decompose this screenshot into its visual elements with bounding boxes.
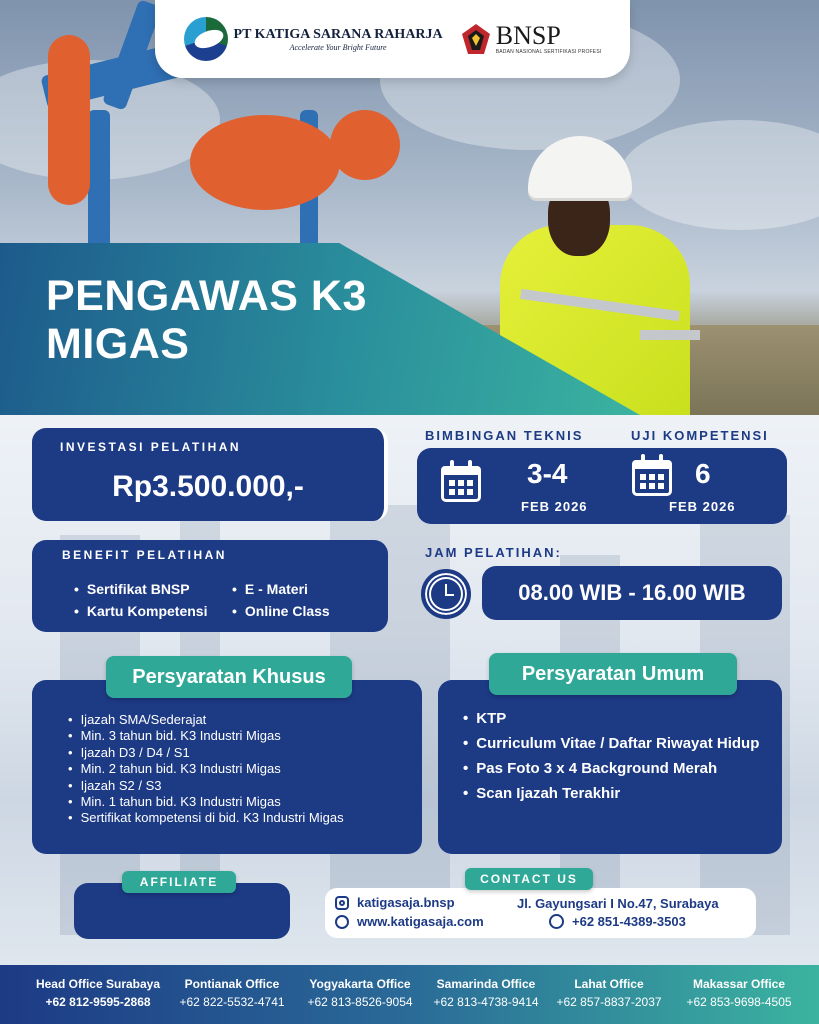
- office-phone: +62 812-9595-2868: [45, 995, 151, 1009]
- list-item: • Sertifikat kompetensi di bid. K3 Industri Migas: [68, 810, 344, 826]
- investment-card: [32, 428, 388, 521]
- office-item: [22, 975, 174, 1011]
- office-phone: +62 853-9698-4505: [686, 995, 792, 1009]
- special-requirements-list: [68, 712, 344, 827]
- special-requirements-card: [32, 680, 422, 854]
- office-item: [424, 975, 548, 1011]
- general-requirements-card: [438, 680, 782, 854]
- contact-box: [325, 888, 756, 938]
- list-item: • KTP: [463, 706, 768, 731]
- investment-label: INVESTASI PELATIHAN: [60, 440, 242, 454]
- investment-price: Rp3.500.000,-: [112, 470, 304, 503]
- title-line-2: MIGAS: [46, 320, 190, 368]
- office-name: Head Office Surabaya: [35, 977, 161, 991]
- list-item: • Ijazah D3 / D4 / S1: [68, 745, 344, 761]
- footer-offices: [0, 965, 819, 1024]
- benefit-item: • Kartu Kompetensi: [74, 600, 207, 622]
- list-item: • Curriculum Vitae / Daftar Riwayat Hidup: [463, 731, 768, 756]
- benefit-list-1: [74, 578, 207, 622]
- company-logo: [184, 17, 443, 61]
- benefit-card: [32, 540, 388, 632]
- whatsapp-icon: [549, 914, 564, 929]
- list-item: • Scan Ijazah Terakhir: [463, 781, 768, 806]
- benefit-item: • E - Materi: [232, 578, 330, 600]
- whatsapp-number: +62 851-4389-3503: [572, 914, 686, 929]
- affiliate-label: AFFILIATE: [122, 871, 236, 893]
- benefit-list-2: [232, 578, 330, 622]
- website-url: www.katigasaja.com: [357, 914, 484, 929]
- office-item: [168, 975, 296, 1011]
- hours-value: 08.00 WIB - 16.00 WIB: [482, 566, 782, 620]
- bnsp-name: BNSP: [495, 21, 561, 50]
- general-requirements-list: [463, 706, 768, 806]
- uji-label: UJI KOMPETENSI: [631, 428, 769, 443]
- calendar-icon: [632, 454, 672, 496]
- bimbingan-days: 3-4: [527, 458, 568, 489]
- office-name: Samarinda Office: [436, 977, 536, 991]
- office-name: Pontianak Office: [184, 977, 280, 991]
- bnsp-subtitle: BADAN NASIONAL SERTIFIKASI PROFESI: [495, 49, 602, 55]
- general-requirements-title: Persyaratan Umum: [489, 653, 737, 695]
- title-line-1: PENGAWAS K3: [46, 272, 367, 320]
- list-item: • Ijazah S2 / S3: [68, 778, 344, 794]
- office-name: Yogyakarta Office: [309, 977, 411, 991]
- instagram-handle: katigasaja.bnsp: [357, 895, 455, 910]
- whatsapp-link[interactable]: [549, 914, 686, 929]
- bnsp-emblem-icon: [460, 22, 492, 56]
- office-item: [296, 975, 424, 1011]
- office-name: Lahat Office: [574, 977, 644, 991]
- hours-label: JAM PELATIHAN:: [425, 545, 562, 560]
- list-item: • Ijazah SMA/Sederajat: [68, 712, 344, 728]
- header-logos: [155, 0, 630, 78]
- contact-label: CONTACT US: [465, 868, 593, 890]
- special-requirements-title: Persyaratan Khusus: [106, 656, 352, 698]
- website-link[interactable]: [335, 914, 484, 929]
- bimbingan-month: FEB 2026: [521, 499, 588, 514]
- benefit-item: • Sertifikat BNSP: [74, 578, 207, 600]
- company-name: PT KATIGA SARANA RAHARJA: [233, 26, 443, 42]
- office-phone: +62 813-8526-9054: [307, 995, 413, 1009]
- address: Jl. Gayungsari I No.47, Surabaya: [517, 896, 719, 911]
- schedule-card: [417, 448, 787, 524]
- list-item: • Pas Foto 3 x 4 Background Merah: [463, 756, 768, 781]
- page-title: [46, 272, 466, 368]
- office-name: Makassar Office: [692, 977, 786, 991]
- list-item: • Min. 2 tahun bid. K3 Industri Migas: [68, 761, 344, 777]
- calendar-icon: [441, 460, 481, 502]
- company-logo-icon: [184, 17, 228, 61]
- clock-icon: [421, 569, 471, 619]
- office-phone: +62 813-4738-9414: [433, 995, 539, 1009]
- list-item: • Min. 3 tahun bid. K3 Industri Migas: [68, 728, 344, 744]
- bimbingan-label: BIMBINGAN TEKNIS: [425, 428, 584, 443]
- office-item: [673, 975, 805, 1011]
- uji-month: FEB 2026: [669, 499, 736, 514]
- bnsp-logo: [460, 22, 602, 56]
- office-phone: +62 857-8837-2037: [556, 995, 662, 1009]
- company-tagline: Accelerate Your Bright Future: [289, 42, 387, 52]
- list-item: • Min. 1 tahun bid. K3 Industri Migas: [68, 794, 344, 810]
- globe-icon: [335, 915, 349, 929]
- instagram-link[interactable]: [335, 895, 455, 910]
- instagram-icon: [335, 896, 349, 910]
- benefit-item: • Online Class: [232, 600, 330, 622]
- office-item: [547, 975, 671, 1011]
- office-phone: +62 822-5532-4741: [179, 995, 285, 1009]
- benefit-label: BENEFIT PELATIHAN: [62, 548, 227, 562]
- uji-day: 6: [695, 458, 711, 489]
